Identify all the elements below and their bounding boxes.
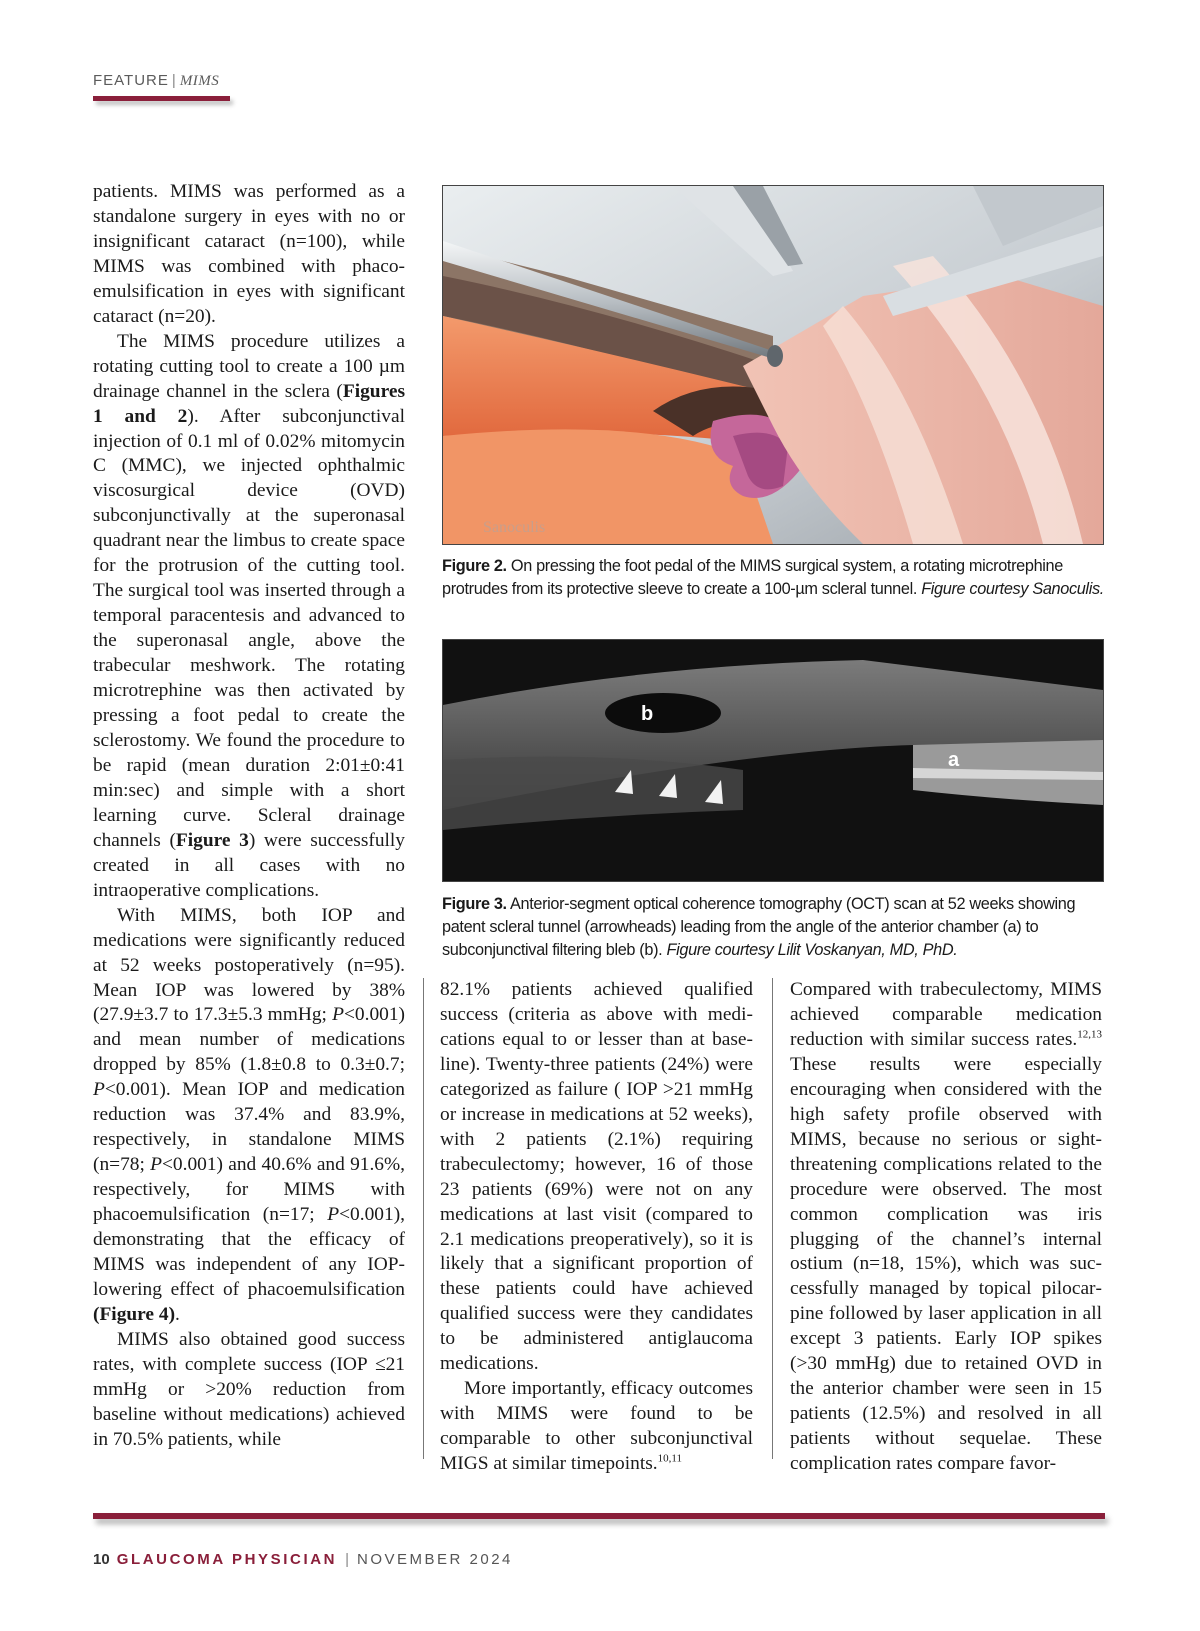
oct-label-b: b [641,703,654,725]
page-number: 10 [93,1551,110,1568]
header-section: FEATURE [93,72,169,89]
text-column-1 [93,180,405,1453]
text-column-3 [790,978,1102,1477]
figure-reference: Figures 1 and 2 [93,380,405,427]
col1-p3-text-c: <0.001). Mean IOP and medication reduction was 37.4% and 83.9%, respectively, in standalone MIMS (n=78; [93,1079,405,1176]
col1-p3-text-d: <0.001) and 40.6% and 91.6%, respectively, for MIMS with phacoemulsification (n=17; [93,1154,405,1226]
caption-text: Anterior-segment optical coherence tomography (OCT) scan at 52 weeks showing patent scleral tunnel (arrowheads) leading from the angle of the anterior chamber (a) to subconjunctival filtering bleb (b). [442,895,1076,959]
col1-paragraph-4: MIMS also obtained good success rates, with complete success (IOP ≤21 mmHg or >20% reduction from baseline without medications) achieved in 70.5% patients, while [93,1328,405,1450]
p-value-symbol: P [327,1204,340,1226]
reference-superscript: 10,11 [657,1452,682,1465]
caption-text: On pressing the foot pedal of the MIMS surgical system, a rotating microtrephine protrudes from its protective sleeve to create a 100-µm scleral tunnel. [442,557,1063,598]
col1-paragraph-1: patients. MIMS was performed as a standalone surgery in eyes with no or insignificant cataract (n=100), while MIMS was combined with phacoemulsification in eyes with significant cataract (n=20). [93,181,405,327]
page-footer [93,1551,513,1568]
figure-label: Figure 3. [442,895,507,913]
figure-2-illustration [442,185,1104,545]
figure-3-caption [442,893,1107,962]
oct-label-a: a [948,749,960,771]
col2-p2-text: More importantly, efficacy outcomes with MIMS were found to be comparable to other subconjunctival MIGS at similar timepoints. [440,1378,753,1475]
reference-superscript: 12,13 [1077,1028,1102,1041]
column-rule-2 [772,978,773,1459]
figure-label: Figure 2. [442,557,507,575]
journal-title: GLAUCOMA PHYSICIAN [116,1551,338,1568]
col2-paragraph-2 [440,1377,753,1477]
col1-p3-text-f: . [175,1303,180,1325]
col1-paragraph-2 [93,330,405,904]
p-value-symbol: P [150,1154,162,1176]
header-separator: | [171,72,177,89]
figure-reference: (Figure 4) [93,1303,176,1325]
col2-paragraph-1: 82.1% patients achieved qualified success (criteria as above with medications equal to or lesser than at baseline). Twenty-three patients (24%) were categorized as failure ( IOP >21 mmHg or increase in medications at 52 weeks), with 2 patients (2.1%) requiring trabeculectomy; however, 16 of those 23 patients (69%) were not on any medications at last visit (compared to 2.1 medications preoperatively), so it is likely that a significant proportion of these patients could have achieved qualified success were they candidates to be administered antiglaucoma medications. [440,979,753,1375]
col1-p3-text-b: <0.001) and mean number of medications dropped by 85% (1.8±0.8 to 0.3±0.7; [93,1004,405,1076]
col3-paragraph-1 [790,978,1102,1477]
header-topic: MIMS [179,73,220,89]
col1-paragraph-3 [93,904,405,1328]
col3-p1-text-a: Compared with trabeculectomy, MIMS achieved comparable medication reduction with similar success rates. [790,979,1102,1050]
col1-p2-text-b: ). After subconjunctival injection of 0.1 ml of 0.02% mitomycin C (MMC), we injected ophthalmic viscosurgical device (OVD) subconjunctivally at the superonasal quadrant near the limbus to create space for the protrusion of the cutting tool. The surgical tool was inserted through a temporal paracentesis and advanced to the superonasal angle, above the trabecular meshwork. The rotating microtrephine was then activated by pressing a foot pedal to create the sclerostomy. We found the procedure to be rapid (mean duration 2:01±0:41 min:sec) and simple with a short learning curve. Scleral drainage channels ( [93,405,405,851]
text-column-2 [440,978,753,1477]
oct-scan-image [443,640,1103,881]
figure-2-caption [442,555,1107,601]
surgical-illustration [443,186,1103,544]
figure-reference: Figure 3 [175,829,249,851]
issue-date: NOVEMBER 2024 [357,1551,513,1568]
header-accent-bar [93,96,230,101]
p-value-symbol: P [332,1004,344,1026]
col1-p2-text-c: ) were successfully created in all cases with no intraoperative complications. [93,829,405,901]
running-header [93,72,219,90]
footer-separator: | [345,1551,350,1568]
watermark-text: Sanoculis [483,519,546,536]
col1-p3-text-a: With MIMS, both IOP and medications were significantly reduced at 52 weeks postoperatively (n=95). Mean IOP was lowered by 38% (27.9±3.7 to 17.3±5.3 mmHg; [93,904,405,1026]
col1-p2-text-a: The MIMS procedure utilizes a rotating cutting tool to create a 100 µm drainage channel in the sclera ( [93,330,405,402]
col1-p3-text-e: <0.001), demonstrating that the efficacy of MIMS was independent of any IOP-lowering effect of phacoemulsification [93,1204,405,1300]
figure-3-oct-scan [442,639,1104,882]
figure-credit: Figure courtesy Sanoculis. [921,580,1104,598]
column-rule-1 [423,978,424,1459]
p-value-symbol: P [93,1079,105,1101]
col3-p1-text-b: These results were especially encouraging when considered with the high safety profile observed with MIMS, because no serious or sight-threatening complications related to the procedure were observed. The most common complication was iris plugging of the channel’s internal ostium (n=18, 15%), which was successfully managed by topical pilocarpine followed by laser application in all except 3 patients. Early IOP spikes (>30 mmHg) due to retained OVD in the anterior chamber were seen in 15 patients (12.5%) and resolved in all patients without sequelae. These complication rates compare favor- [790,1053,1102,1475]
figure-credit: Figure courtesy Lilit Voskanyan, MD, PhD. [666,941,958,959]
footer-accent-bar [93,1513,1105,1519]
